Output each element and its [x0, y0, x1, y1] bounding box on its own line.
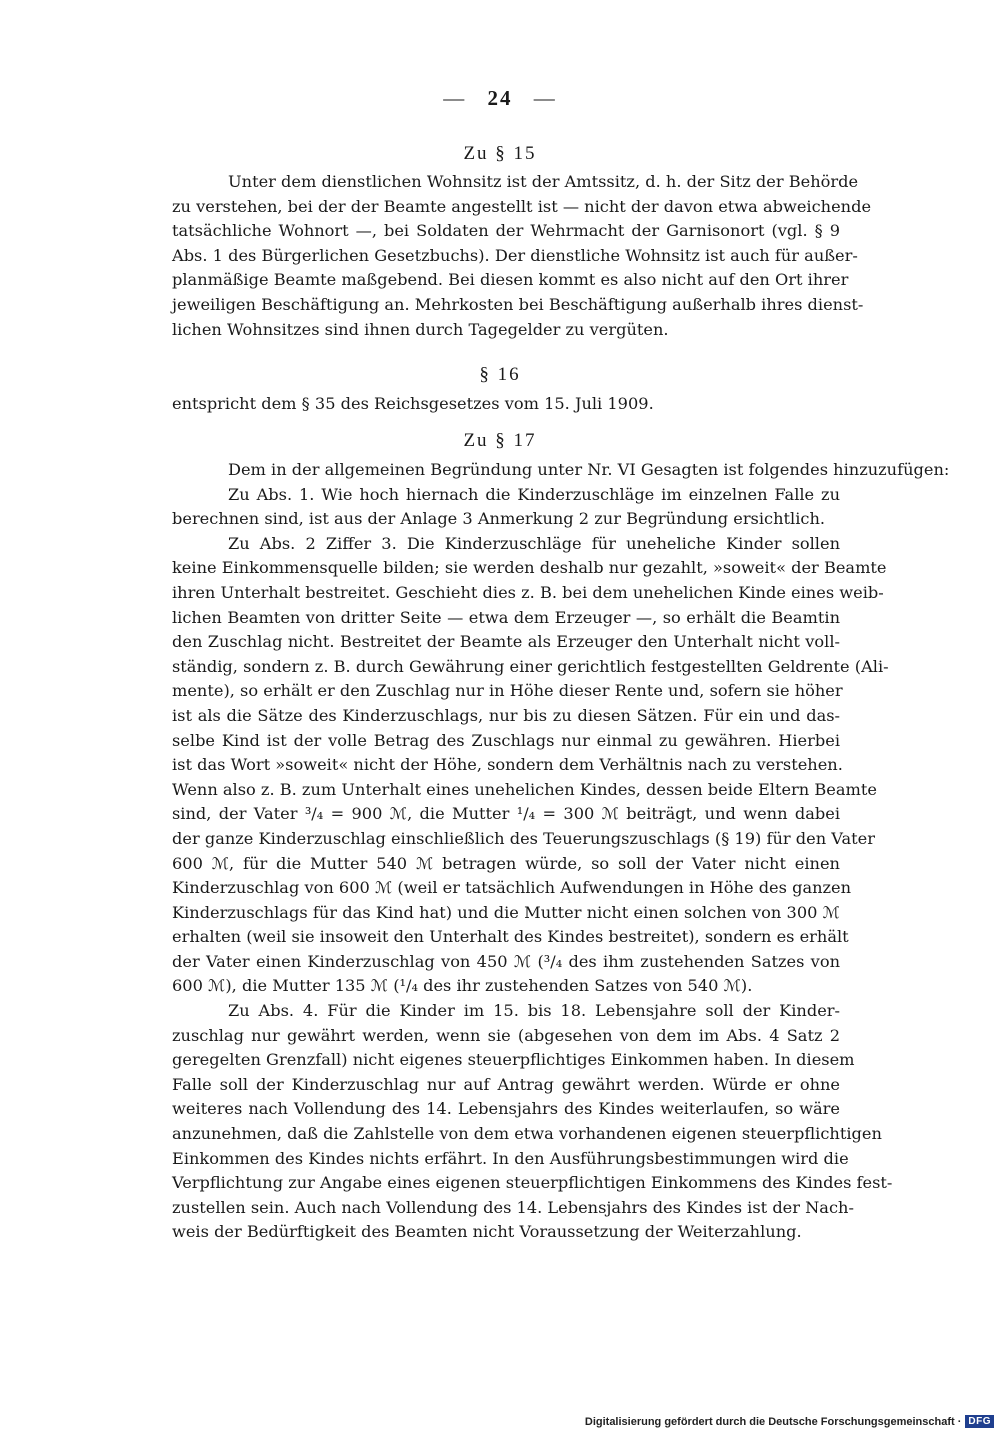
text-line: weis der Bedürftigkeit des Beamten nicht Voraussetzung der Weiterzahlung. — [172, 1222, 802, 1242]
text-line: Zu Abs. 2 Ziffer 3. Die Kinderzuschläge für uneheliche Kinder sollen — [228, 533, 840, 553]
text-line: den Zuschlag nicht. Bestreitet der Beamte als Erzeuger den Unterhalt nicht voll- — [172, 632, 840, 652]
text-line: sind, der Vater ³/₄ = 900 ℳ, die Mutter ¹/₄ = 300 ℳ beiträgt, und wenn dabei — [172, 804, 840, 824]
text-line: Kinderzuschlag von 600 ℳ (weil er tatsächlich Aufwendungen in Höhe des ganzen — [172, 878, 852, 898]
footer-text: Digitalisierung gefördert durch die Deutsche Forschungsgemeinschaft · — [584, 1415, 962, 1428]
text-line: der Vater einen Kinderzuschlag von 450 ℳ (³/₄ des ihm zustehenden Satzes von — [172, 951, 840, 971]
dfg-logo: DFG — [965, 1415, 994, 1428]
text-line: Verpflichtung zur Angabe eines eigenen steuerpflichtigen Einkommens des Kindes fest- — [172, 1173, 893, 1193]
text-line: ihren Unterhalt bestreitet. Geschieht dies z. B. bei dem unehelichen Kinde eines weib- — [172, 582, 884, 602]
text-line: ist das Wort »soweit« nicht der Höhe, sondern dem Verhältnis nach zu verstehen. — [172, 755, 843, 775]
text-line: Falle soll der Kinderzuschlag nur auf Antrag gewährt werden. Würde er ohne — [172, 1074, 840, 1094]
text-line: zuschlag nur gewährt werden, wenn sie (abgesehen von dem im Abs. 4 Satz 2 — [172, 1025, 840, 1045]
text-line: ständig, sondern z. B. durch Gewährung einer gerichtlich festgestellten Geldrente (Ali- — [172, 656, 889, 676]
text-line: Dem in der allgemeinen Begründung unter Nr. VI Gesagten ist folgendes hinzuzufügen: — [228, 460, 950, 479]
text-line: geregelten Grenzfall) nicht eigenes steuerpflichtiges Einkommen haben. In diesem — [172, 1050, 855, 1070]
text-line: anzunehmen, daß die Zahlstelle von dem etwa vorhandenen eigenen steuerpflichtigen — [172, 1124, 882, 1144]
text-line: weiteres nach Vollendung des 14. Lebensjahrs des Kindes weiterlaufen, so wäre — [172, 1099, 840, 1119]
text-line: planmäßige Beamte maßgebend. Bei diesen kommt es also nicht auf den Ort ihrer — [172, 270, 849, 290]
text-line: lichen Wohnsitzes sind ihnen durch Tagegelder zu vergüten. — [172, 319, 669, 339]
section-heading-16: § 16 — [479, 364, 521, 385]
text-line: entspricht dem § 35 des Reichsgesetzes vom 15. Juli 1909. — [172, 394, 654, 413]
text-line: mente), so erhält er den Zuschlag nur in Höhe dieser Rente und, sofern sie höher — [172, 681, 843, 701]
section-heading-17: Zu § 17 — [463, 430, 537, 451]
text-line: Wenn also z. B. zum Unterhalt eines unehelichen Kindes, dessen beide Eltern Beamte — [172, 779, 877, 799]
text-line: Abs. 1 des Bürgerlichen Gesetzbuchs). Der dienstliche Wohnsitz ist auch für außer- — [172, 245, 858, 265]
text-line: berechnen sind, ist aus der Anlage 3 Anmerkung 2 zur Begründung ersichtlich. — [172, 509, 826, 529]
text-line: jeweiligen Beschäftigung an. Mehrkosten bei Beschäftigung außerhalb ihres dienst- — [172, 294, 864, 314]
text-line: lichen Beamten von dritter Seite — etwa dem Erzeuger —, so erhält die Beamtin — [172, 607, 840, 627]
digitization-footer — [585, 1415, 994, 1428]
text-line: Zu Abs. 4. Für die Kinder im 15. bis 18. Lebensjahre soll der Kinder- — [228, 1001, 840, 1021]
text-line: keine Einkommensquelle bilden; sie werden deshalb nur gezahlt, »soweit« der Beamte — [172, 558, 887, 578]
text-line: zu verstehen, bei der der Beamte angestellt ist — nicht der davon etwa abweichende — [172, 196, 872, 216]
text-line: Einkommen des Kindes nichts erfährt. In den Ausführungsbestimmungen wird die — [172, 1148, 849, 1168]
text-line: 600 ℳ, für die Mutter 540 ℳ betragen würde, so soll der Vater nicht einen — [172, 853, 840, 873]
section-16-body — [172, 392, 840, 417]
text-line: Unter dem dienstlichen Wohnsitz ist der Amtssitz, d. h. der Sitz der Behörde — [228, 172, 859, 191]
text-line: tatsächliche Wohnort —, bei Soldaten der Wehrmacht der Garnisonort (vgl. § 9 — [172, 221, 840, 241]
text-line: zustellen sein. Auch nach Vollendung des 14. Lebensjahrs des Kindes ist der Nach- — [172, 1197, 854, 1217]
section-15-body — [172, 170, 872, 342]
text-line: Zu Abs. 1. Wie hoch hiernach die Kinderzuschläge im einzelnen Falle zu — [228, 484, 840, 504]
section-17-body — [172, 458, 950, 1245]
text-line: selbe Kind ist der volle Betrag des Zuschlags nur einmal zu gewähren. Hierbei — [172, 730, 840, 750]
text-line: ist als die Sätze des Kinderzuschlags, nur bis zu diesen Sätzen. Für ein und das- — [172, 705, 840, 725]
section-heading-15: Zu § 15 — [463, 143, 537, 164]
text-line: der ganze Kinderzuschlag einschließlich des Teuerungszuschlags (§ 19) für den Vater — [172, 828, 875, 848]
text-line: 600 ℳ), die Mutter 135 ℳ (¹/₄ des ihr zustehenden Satzes von 540 ℳ). — [172, 976, 753, 996]
page-number: — 24 — — [443, 86, 557, 110]
text-line: Kinderzuschlags für das Kind hat) und die Mutter nicht einen solchen von 300 ℳ — [172, 902, 840, 922]
text-line: erhalten (weil sie insoweit den Unterhalt des Kindes bestreitet), sondern es erhält — [172, 927, 849, 947]
